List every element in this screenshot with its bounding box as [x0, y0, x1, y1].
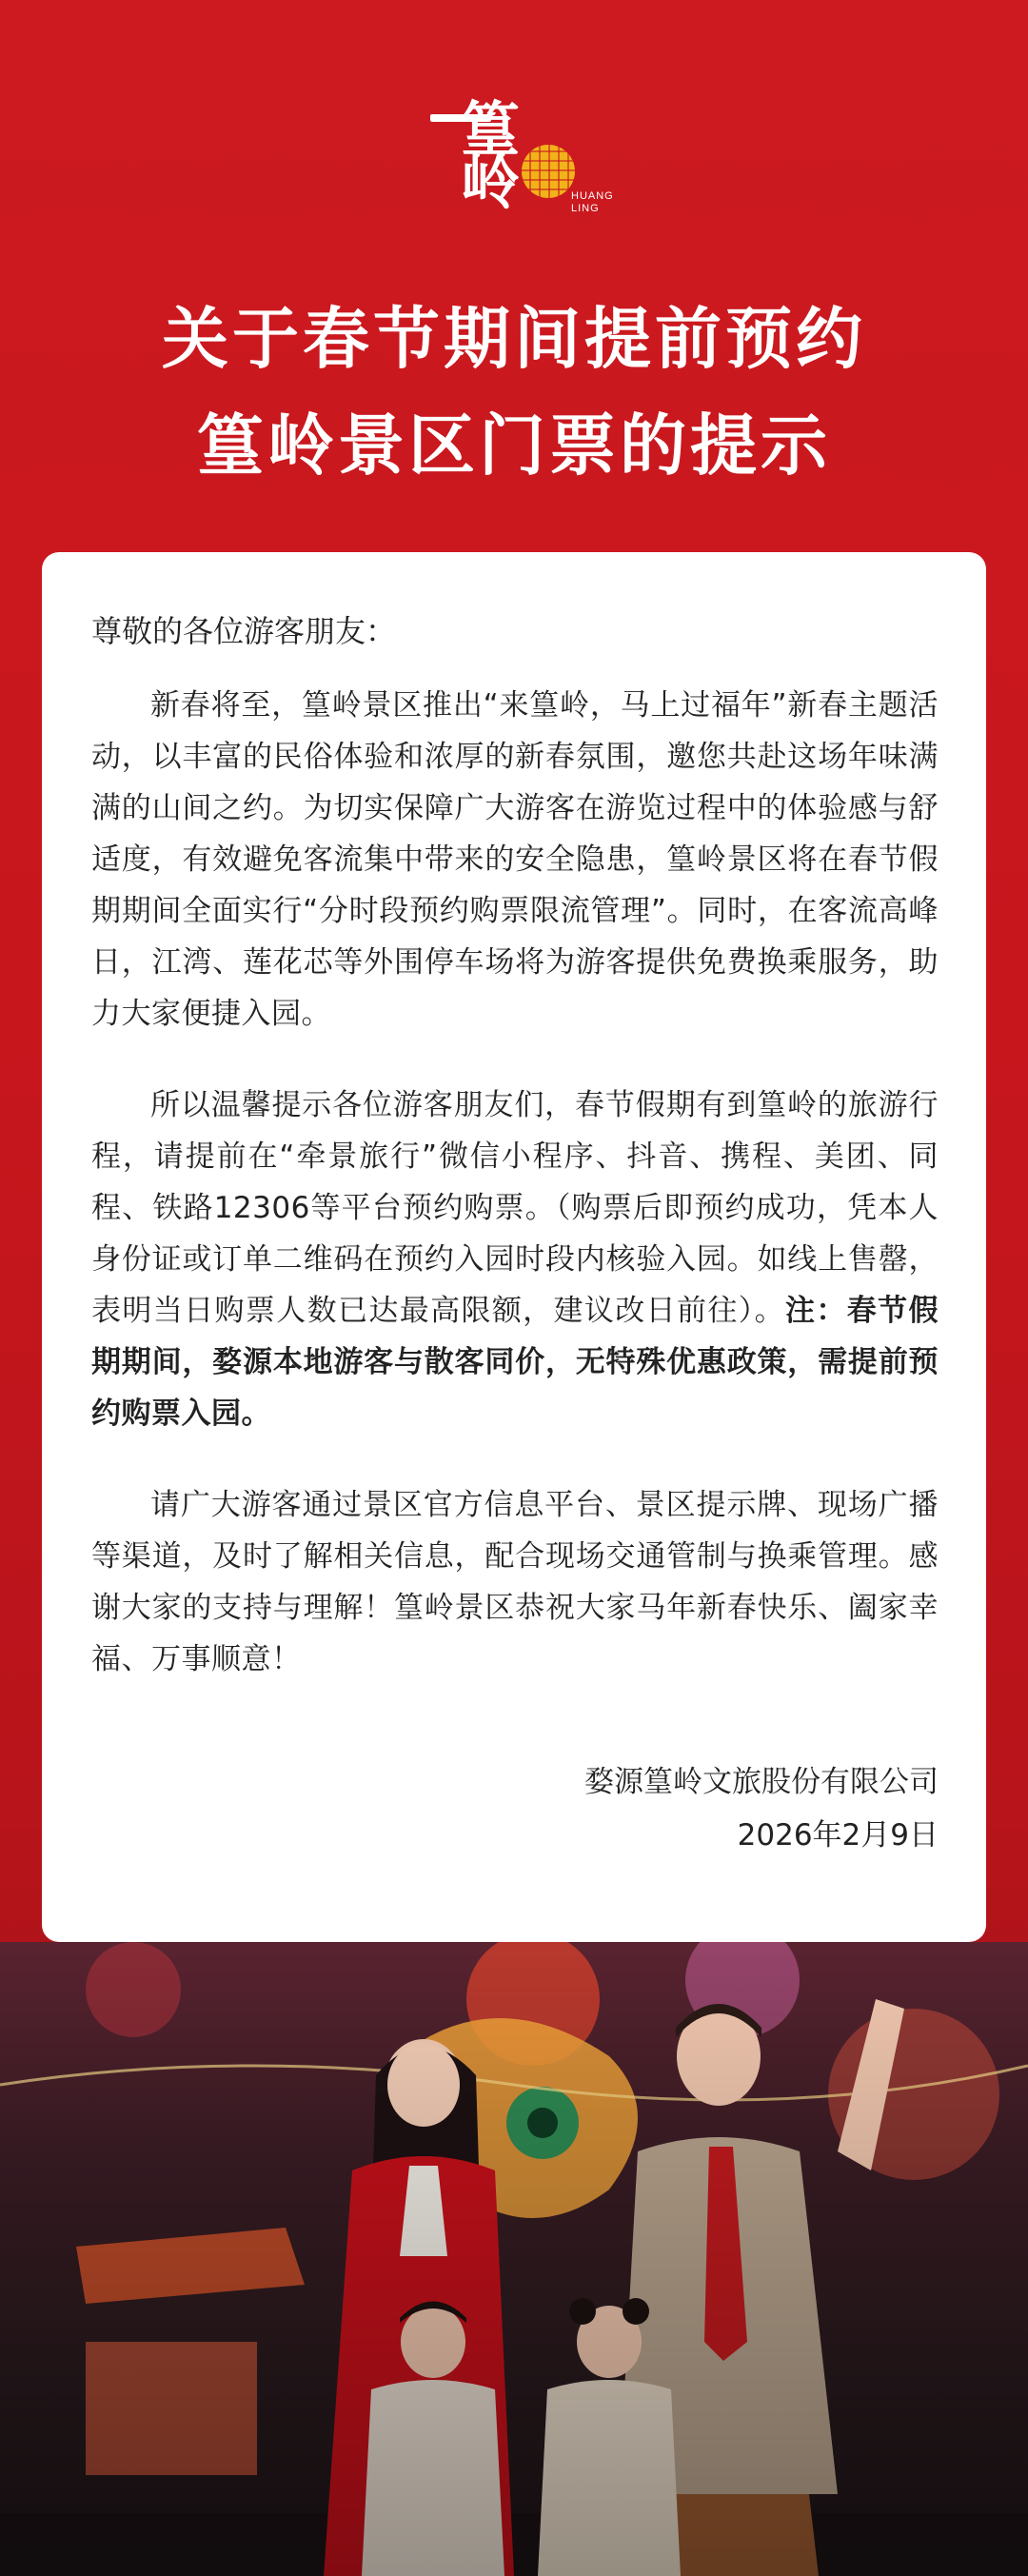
huangling-logo — [419, 94, 614, 228]
logo-mark: 篁岭 — [460, 94, 516, 217]
title-line-2: 篁岭景区门票的提示 — [197, 406, 831, 485]
notice-paragraph-2-bold: 注：春节假期期间，婺源本地游客与散客同价，无特殊优惠政策，需提前预约购票入园。 — [91, 1294, 939, 1431]
logo-latin-line2: LING — [571, 203, 600, 214]
notice-paragraph-2 — [91, 1080, 939, 1439]
page-title — [0, 286, 1028, 499]
notice-signature-block — [584, 1755, 939, 1862]
notice-date: 2026年2月9日 — [737, 1818, 939, 1853]
logo-lattice-ball-icon — [522, 145, 575, 198]
notice-paragraph-2-text: 所以温馨提示各位游客朋友们，春节假期有到篁岭的旅游行程，请提前在“牵景旅行”微信小程序、抖音、携程、美团、同程、铁路12306等平台预约购票。（购票后即预约成功，凭本人身份证或订单二维码在预约入园时段内核验入园。如线上售罄，表明当日购票人数已达最高限额，建议改日前往）。 — [91, 1088, 939, 1328]
logo-latin-text — [571, 190, 614, 215]
notice-paragraph-1: 新春将至，篁岭景区推出“来篁岭，马上过福年”新春主题活动，以丰富的民俗体验和浓厚的新春氛围，邀您共赴这场年味满满的山间之约。为切实保障广大游客在游览过程中的体验感与舒适度，有效避免客流集中带来的安全隐患，篁岭景区将在春节假期期间全面实行“分时段预约购票限流管理”。同时，在客流高峰日，江湾、莲花芯等外围停车场将为游客提供免费换乘服务，助力大家便捷入园。 — [91, 688, 939, 1031]
notice-greeting: 尊敬的各位游客朋友： — [91, 613, 397, 649]
photo-vignette — [0, 1942, 1028, 2576]
family-festival-photo — [0, 1942, 1028, 2576]
family-festival-illustration — [0, 1942, 1028, 2576]
title-line-1: 关于春节期间提前预约 — [162, 300, 866, 378]
notice-card — [42, 552, 986, 1942]
logo-latin-line1: HUANG — [571, 190, 614, 202]
notice-signature: 婺源篁岭文旅股份有限公司 — [584, 1765, 939, 1799]
notice-paragraph-3: 请广大游客通过景区官方信息平台、景区提示牌、现场广播等渠道，及时了解相关信息，配合现场交通管制与换乘管理。感谢大家的支持与理解！篁岭景区恭祝大家马年新春快乐、阖家幸福、万事顺意！ — [91, 1488, 939, 1676]
